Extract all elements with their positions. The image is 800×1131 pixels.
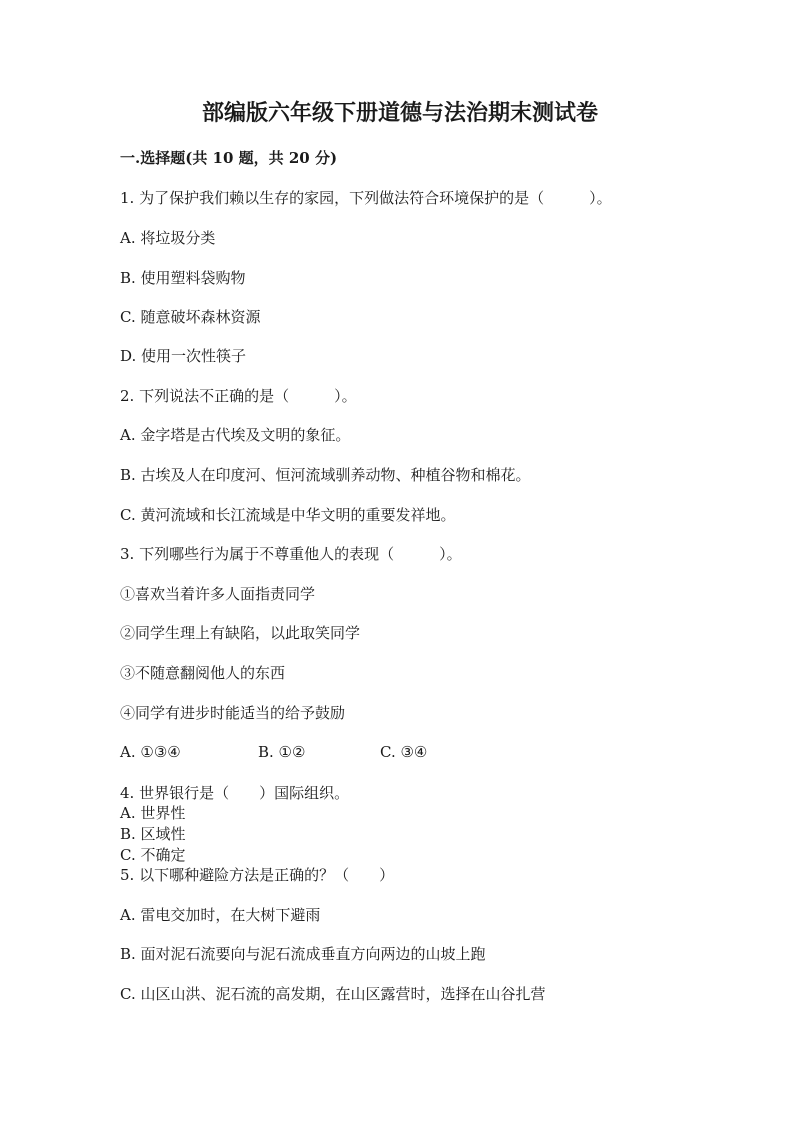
question-2-stem: 2. 下列说法不正确的是（ ）。 [120, 387, 357, 405]
question-5-stem: 5. 以下哪种避险方法是正确的？（ ） [120, 866, 395, 884]
question-2-option-c: C. 黄河流域和长江流域是中华文明的重要发祥地。 [120, 506, 456, 524]
question-3-option-c: C. ③④ [380, 743, 428, 761]
section-heading: 一.选择题(共 10 题，共 20 分) [120, 149, 338, 167]
question-5-option-b: B. 面对泥石流要向与泥石流成垂直方向两边的山坡上跑 [120, 945, 486, 963]
question-4-stem: 4. 世界银行是（ ）国际组织。 [120, 784, 350, 802]
question-3-statement-4: ④同学有进步时能适当的给予鼓励 [120, 704, 346, 722]
question-1-option-d: D. 使用一次性筷子 [120, 347, 247, 365]
question-1-option-c: C. 随意破坏森林资源 [120, 308, 261, 326]
question-5-option-c: C. 山区山洪、泥石流的高发期，在山区露营时，选择在山谷扎营 [120, 985, 546, 1003]
question-3-statement-3: ③不随意翻阅他人的东西 [120, 664, 286, 682]
question-2-option-a: A. 金字塔是古代埃及文明的象征。 [120, 426, 351, 444]
question-3-statement-1: ①喜欢当着许多人面指责同学 [120, 585, 316, 603]
question-4-option-a: A. 世界性 [120, 804, 186, 822]
question-3-option-b: B. ①② [258, 743, 306, 761]
question-2-option-b: B. 古埃及人在印度河、恒河流域驯养动物、种植谷物和棉花。 [120, 466, 531, 484]
question-5-option-a: A. 雷电交加时，在大树下避雨 [120, 906, 321, 924]
question-4-option-b: B. 区域性 [120, 825, 186, 843]
question-3-option-a: A. ①③④ [120, 743, 181, 761]
question-1-stem: 1. 为了保护我们赖以生存的家园，下列做法符合环境保护的是（ ）。 [120, 189, 612, 207]
question-1-option-b: B. 使用塑料袋购物 [120, 269, 246, 287]
page-title: 部编版六年级下册道德与法治期末测试卷 [201, 100, 598, 126]
question-4-option-c: C. 不确定 [120, 846, 186, 864]
question-3-stem: 3. 下列哪些行为属于不尊重他人的表现（ ）。 [120, 545, 462, 563]
question-1-option-a: A. 将垃圾分类 [120, 229, 216, 247]
question-3-statement-2: ②同学生理上有缺陷，以此取笑同学 [120, 624, 361, 642]
